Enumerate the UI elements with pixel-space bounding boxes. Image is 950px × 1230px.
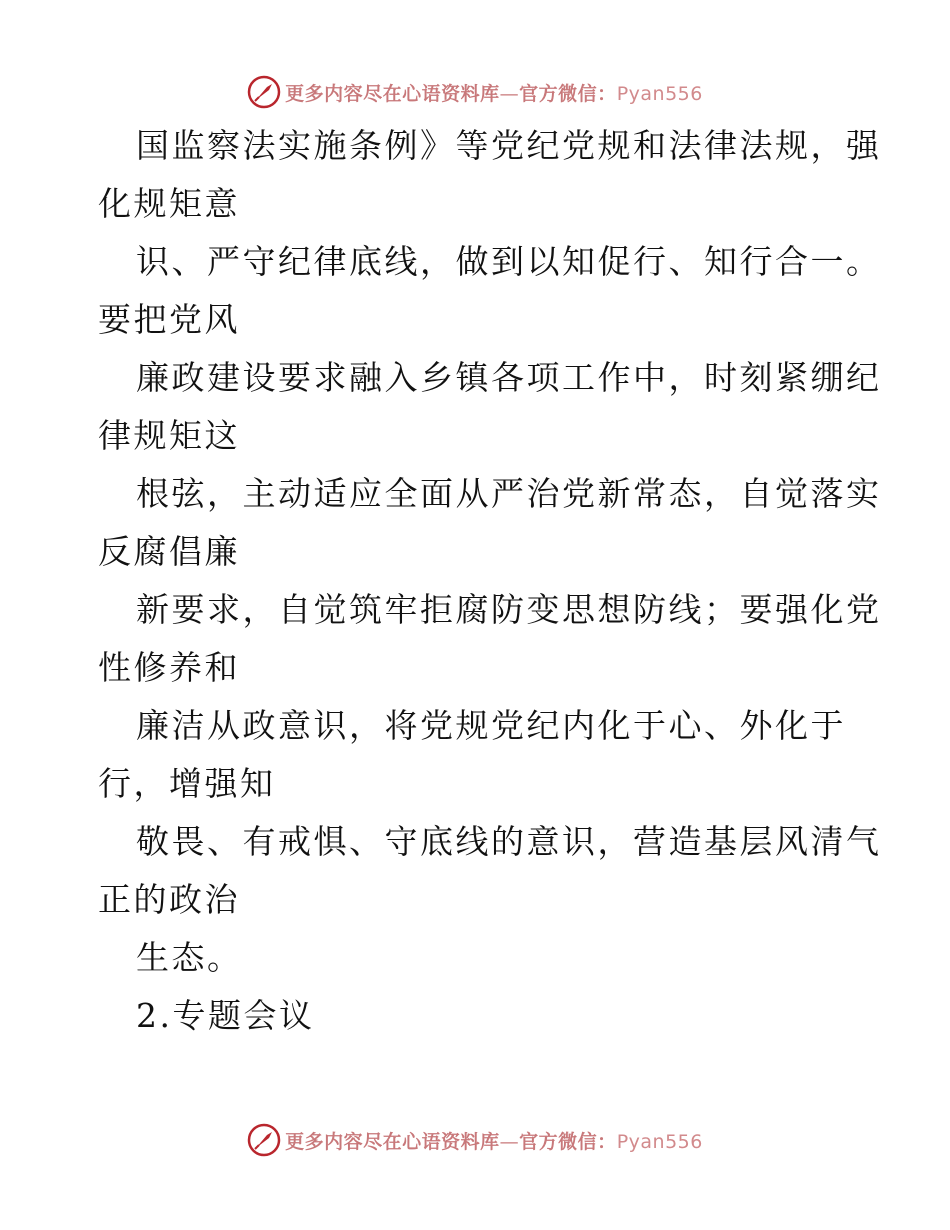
watermark-dash: —	[499, 82, 520, 105]
text-line: 国监察法实施条例》等党纪党规和法律法规，强	[136, 126, 882, 165]
quill-logo-icon	[247, 1123, 281, 1157]
text-line: 正的政治	[98, 880, 240, 919]
watermark-label: 官方微信：	[519, 82, 617, 105]
text-line: 廉政建设要求融入乡镇各项工作中，时刻紧绷纪	[136, 358, 882, 397]
text-line: 廉洁从政意识，将党规党纪内化于心、外化于	[136, 706, 846, 745]
text-line: 根弦，主动适应全面从严治党新常态，自觉落实	[136, 474, 882, 513]
text-line: 要把党风	[98, 300, 240, 339]
watermark-site-text: 更多内容尽在心语资料库	[285, 82, 500, 105]
text-line: 反腐倡廉	[98, 532, 240, 571]
watermark-label: 官方微信：	[519, 1130, 617, 1153]
header-watermark	[0, 72, 950, 112]
text-line: 生态。	[136, 938, 243, 977]
text-line: 新要求，自觉筑牢拒腐防变思想防线；要强化党	[136, 590, 882, 629]
watermark-wechat-id: Pyan556	[616, 1130, 703, 1153]
footer-watermark	[0, 1120, 950, 1160]
quill-logo-icon	[247, 75, 281, 109]
watermark-dash: —	[499, 1130, 520, 1153]
document-body	[98, 117, 882, 1045]
watermark-wechat-id: Pyan556	[616, 82, 703, 105]
text-line: 性修养和	[98, 648, 240, 687]
watermark-site-text: 更多内容尽在心语资料库	[285, 1130, 500, 1153]
section-heading: 2.专题会议	[136, 996, 315, 1035]
text-line: 敬畏、有戒惧、守底线的意识，营造基层风清气	[136, 822, 882, 861]
text-line: 行，增强知	[98, 764, 276, 803]
text-line: 律规矩这	[98, 416, 240, 455]
text-line: 化规矩意	[98, 184, 240, 223]
text-line: 识、严守纪律底线，做到以知促行、知行合一。	[136, 242, 882, 281]
